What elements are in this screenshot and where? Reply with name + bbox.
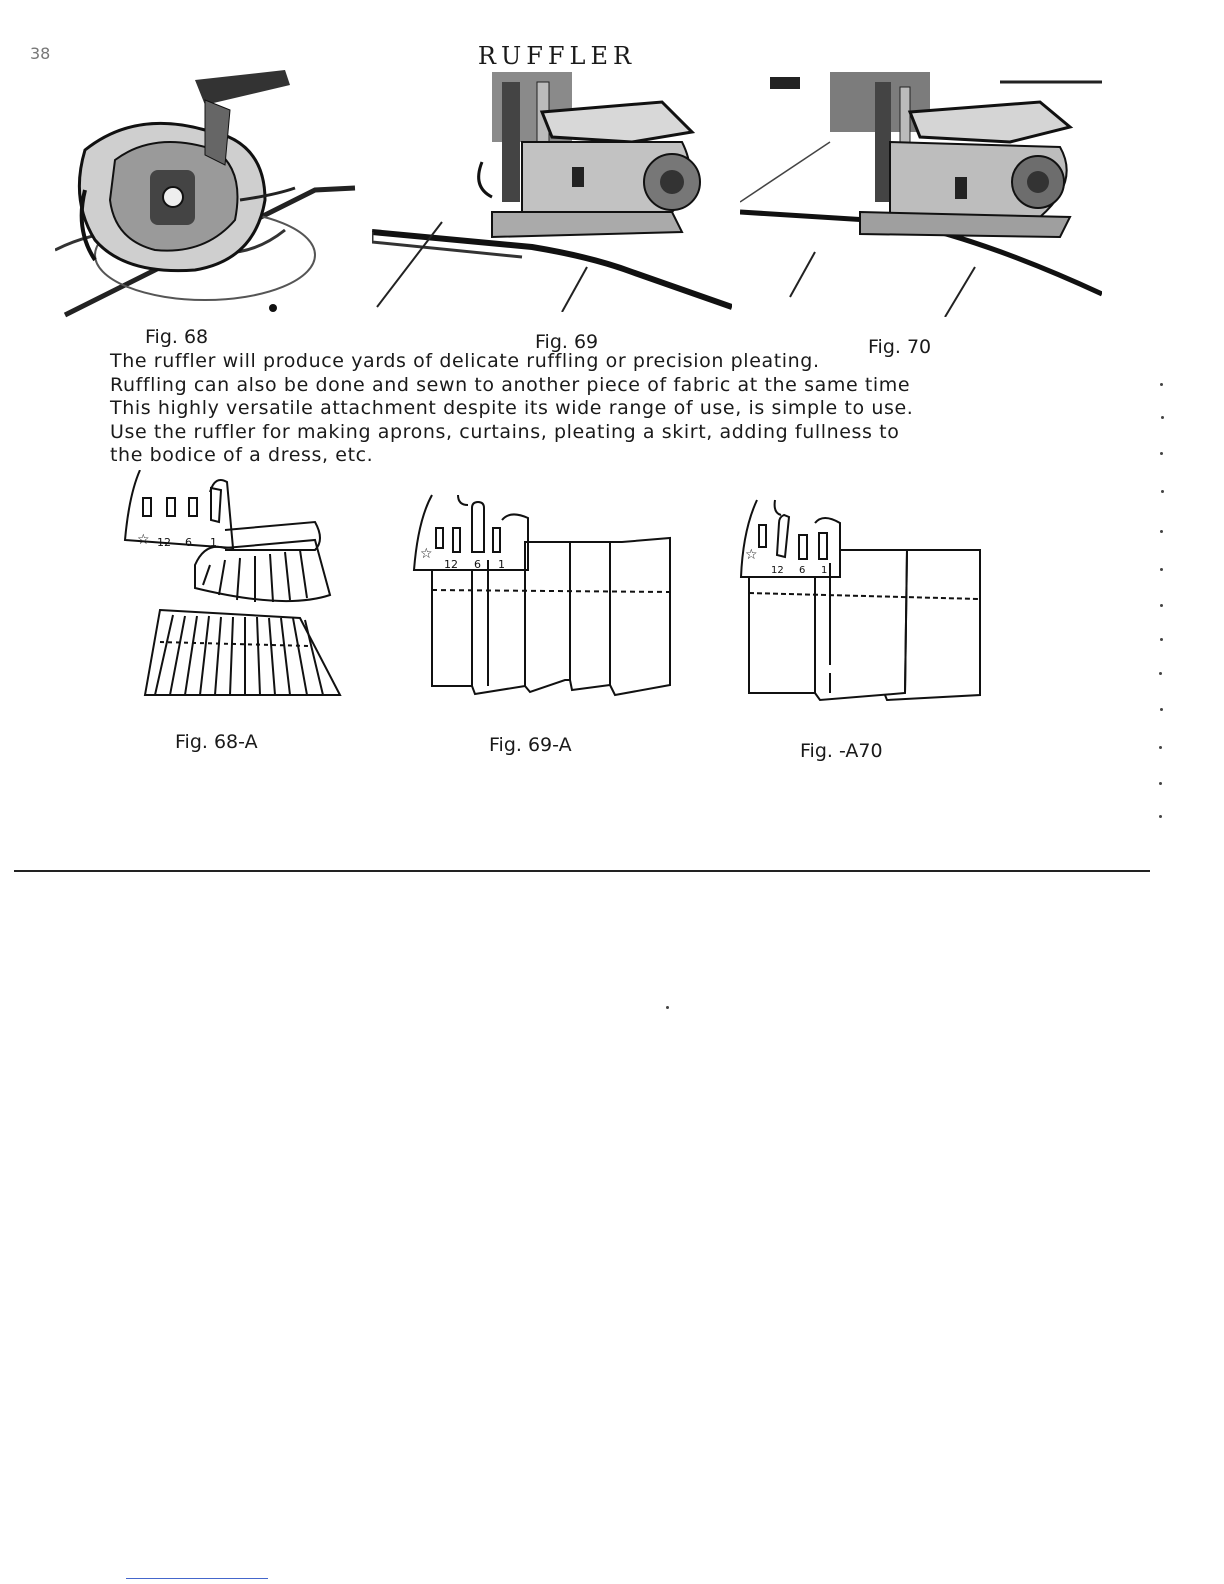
caption-fig-69: Fig. 69	[535, 331, 599, 353]
description-line: Ruffling can also be done and sewn to another piece of fabric at the same time	[110, 373, 911, 396]
scan-speck	[1160, 452, 1163, 455]
svg-text:☆: ☆	[420, 546, 433, 562]
scan-speck	[1160, 708, 1163, 711]
scan-speck	[1160, 383, 1163, 386]
svg-text:☆: ☆	[137, 532, 150, 548]
scan-speck	[1160, 530, 1163, 533]
scan-speck	[1159, 672, 1162, 675]
caption-fig-69-a: Fig. 69-A	[489, 734, 572, 756]
scan-speck	[1159, 746, 1162, 749]
scan-speck	[666, 1006, 669, 1009]
ruffler-sewing-two-fabrics-photo	[740, 72, 1102, 317]
ruffle-and-pleat-diagram	[115, 470, 350, 725]
description-paragraph	[110, 350, 1000, 468]
scan-speck	[1161, 490, 1164, 493]
pleating-wide-diagram	[735, 495, 985, 705]
scan-speck	[1160, 568, 1163, 571]
adjust-label-12: 12	[444, 558, 458, 571]
adjust-label-6: 6	[185, 536, 192, 549]
scan-speck	[1159, 815, 1162, 818]
caption-fig-70: Fig. 70	[868, 336, 932, 358]
scan-speck	[1161, 416, 1164, 419]
footer-link-line	[126, 1578, 268, 1579]
description-line: This highly versatile attachment despite its wide range of use, is simple to use.	[110, 397, 914, 420]
description-line: The ruffler will produce yards of delicate ruffling or precision pleating.	[110, 350, 820, 372]
scan-speck	[1159, 782, 1162, 785]
ruffler-on-fabric-photo	[372, 72, 732, 312]
caption-fig-68: Fig. 68	[145, 326, 209, 348]
caption-fig-a70: Fig. -A70	[800, 740, 883, 762]
svg-text:☆: ☆	[745, 547, 758, 563]
adjust-label-1: 1	[498, 558, 505, 571]
adjust-label-1: 1	[210, 536, 217, 549]
adjust-label-1: 1	[821, 565, 828, 576]
adjust-label-12: 12	[771, 565, 784, 576]
description-line: Use the ruffler for making aprons, curtains, pleating a skirt, adding fullness to	[110, 420, 900, 443]
page-title: RUFFLER	[477, 42, 637, 70]
adjust-label-12: 12	[157, 536, 171, 549]
pleating-every-stitch-diagram	[410, 490, 675, 700]
ruffler-attachment-photo	[55, 70, 375, 325]
page-number: 38	[30, 44, 51, 63]
scan-speck	[1160, 638, 1163, 641]
adjust-label-6: 6	[799, 565, 806, 576]
caption-fig-68-a: Fig. 68-A	[175, 731, 258, 753]
bottom-rule	[14, 870, 1150, 872]
description-line: the bodice of a dress, etc.	[110, 444, 374, 467]
adjust-label-6: 6	[474, 558, 481, 571]
scan-speck	[1160, 604, 1163, 607]
